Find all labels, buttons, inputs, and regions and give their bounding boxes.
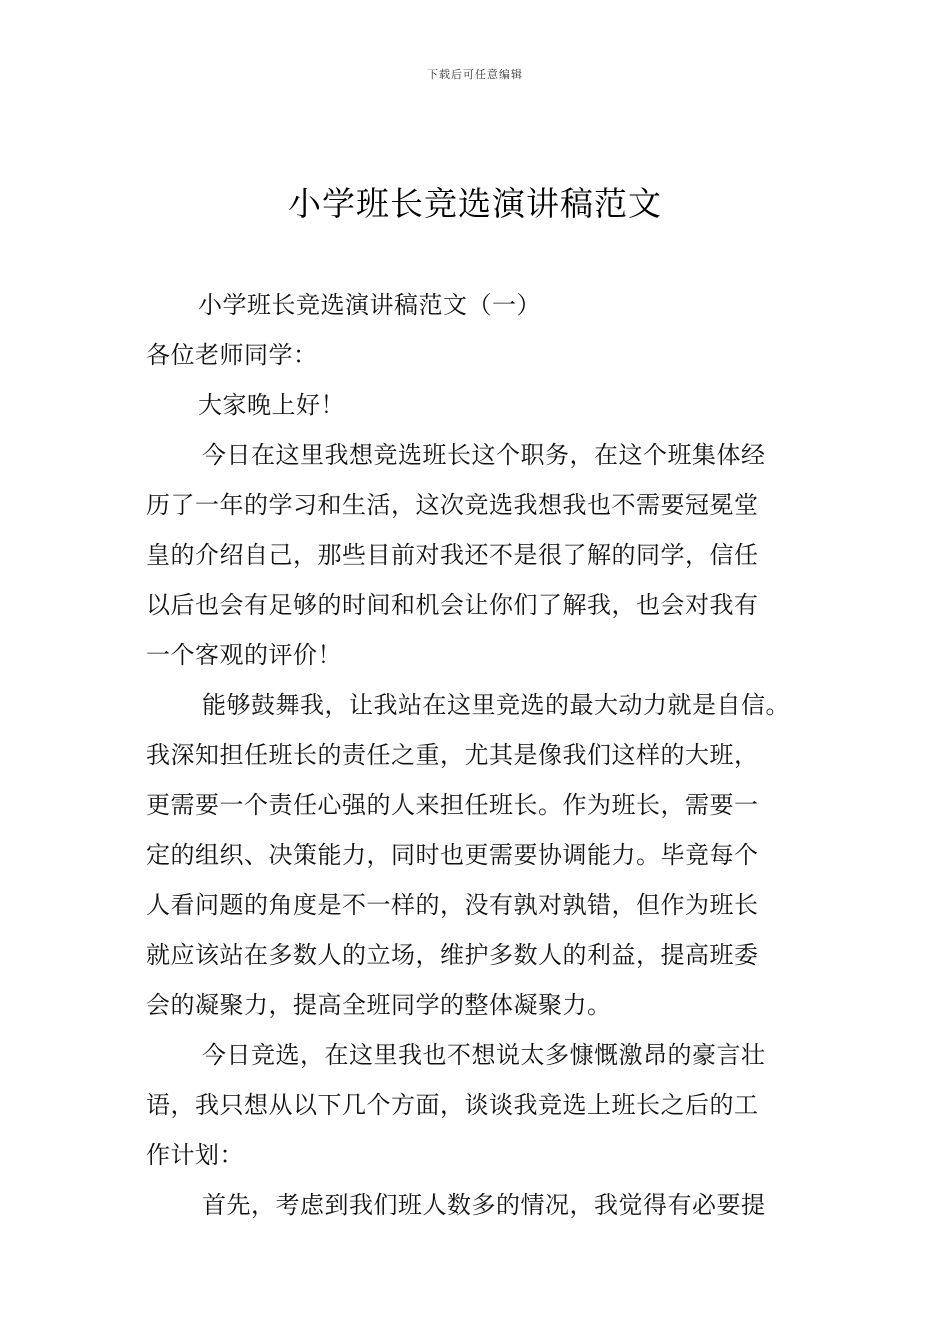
paragraph-line: 定的组织、决策能力，同时也更需要协调能力。毕竟每个 [146,841,759,869]
document-title: 小学班长竞选演讲稿范文 [288,184,662,223]
paragraph-line: 就应该站在多数人的立场，维护多数人的利益，提高班委 [146,941,759,969]
subtitle-line: 小学班长竞选演讲稿范文（一） [198,291,541,319]
paragraph-line: 语，我只想从以下几个方面，谈谈我竞选上班长之后的工 [146,1091,759,1119]
paragraph-line: 更需要一个责任心强的人来担任班长。作为班长，需要一 [146,791,759,819]
document-body [146,280,826,1230]
paragraph-line: 人看问题的角度是不一样的，没有孰对孰错，但作为班长 [146,891,759,919]
header-note: 下载后可任意编辑 [427,68,523,81]
paragraph-line: 我深知担任班长的责任之重，尤其是像我们这样的大班， [146,741,759,769]
paragraph-line: 会的凝聚力，提高全班同学的整体凝聚力。 [146,991,612,1019]
paragraph-line: 作计划： [146,1141,244,1169]
greeting-line: 大家晚上好！ [198,391,345,419]
paragraph-line: 皇的介绍自己，那些目前对我还不是很了解的同学，信任 [146,541,759,569]
salutation-line: 各位老师同学： [146,341,318,369]
paragraph-line: 今日竞选，在这里我也不想说太多慷慨激昂的豪言壮 [202,1041,766,1069]
paragraph-line: 历了一年的学习和生活，这次竞选我想我也不需要冠冕堂 [146,491,759,519]
paragraph-line: 今日在这里我想竞选班长这个职务，在这个班集体经 [202,441,766,469]
paragraph-line: 以后也会有足够的时间和机会让你们了解我，也会对我有 [146,591,759,619]
paragraph-line: 一个客观的评价！ [146,641,342,669]
paragraph-line: 能够鼓舞我，让我站在这里竞选的最大动力就是自信。 [202,691,790,719]
paragraph-line: 首先，考虑到我们班人数多的情况，我觉得有必要提 [202,1191,766,1219]
